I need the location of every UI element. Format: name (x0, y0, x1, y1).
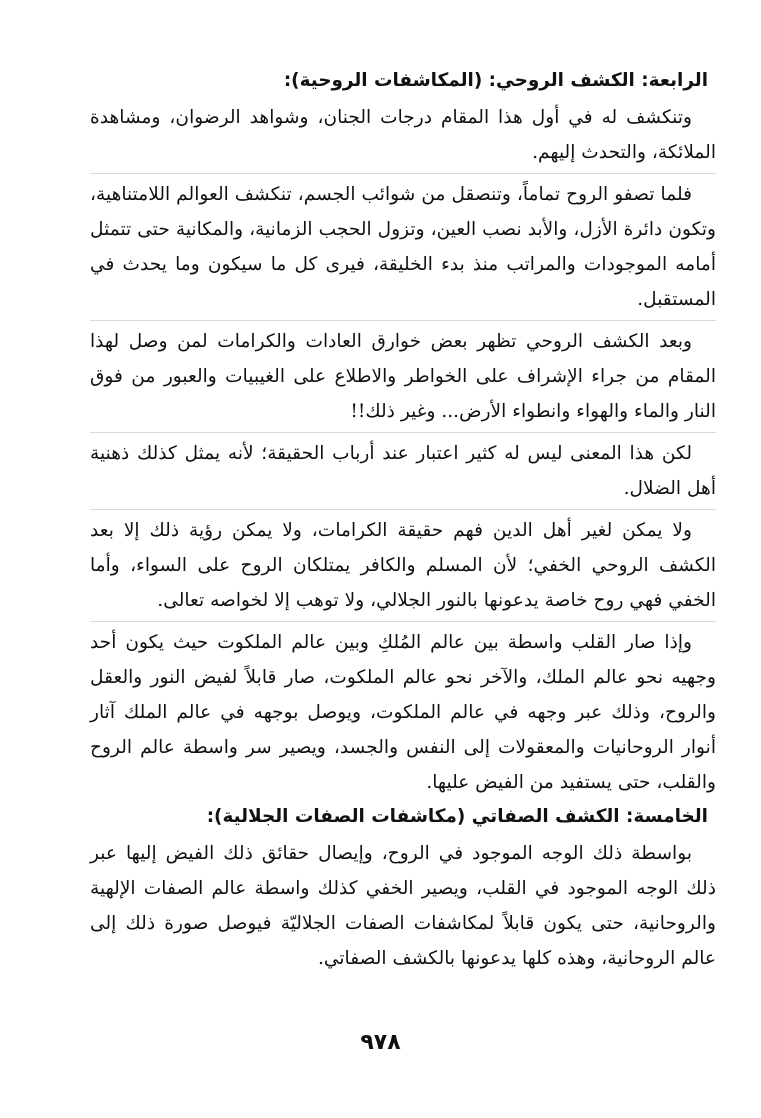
paragraph: فلما تصفو الروح تماماً، وتنصقل من شوائب الجسم، تنكشف العوالم اللامتناهية، وتكون دائرة الأزل، والأبد نصب العين، وتزول الحجب الزمانية، والمكانية حتى تتمثل أمامه الموجودات والمراتب منذ بدء الخليقة، فيرى كل ما سيكون وما يحدث في المستقبل. (90, 184, 716, 310)
paragraph: وتنكشف له في أول هذا المقام درجات الجنان، وشواهد الرضوان، ومشاهدة الملائكة، والتحدث إليهم. (90, 107, 716, 163)
paragraph-divider (90, 173, 716, 174)
paragraph-divider (90, 320, 716, 321)
paragraph-divider (90, 509, 716, 510)
page-number: ٩٧٨ (360, 1030, 401, 1055)
paragraph: لكن هذا المعنى ليس له كثير اعتبار عند أرباب الحقيقة؛ لأنه يمثل كذلك ذهنية أهل الضلال. (90, 443, 716, 499)
section-heading-attributes-unveiling: الخامسة: الكشف الصفاتي (مكاشفات الصفات الجلالية): (206, 806, 708, 827)
paragraph: ولا يمكن لغير أهل الدين فهم حقيقة الكرامات، ولا يمكن رؤية ذلك إلا بعد الكشف الروحي الخفي؛ لأن المسلم والكافر يمتلكان الروح على السواء، وأما الخفي فهي روح خاصة يدعونها بالنور الجلالي، ولا توهب إلا لخواصه تعالى. (90, 520, 716, 611)
paragraph: بواسطة ذلك الوجه الموجود في الروح، وإيصال حقائق ذلك الفيض إليها عبر ذلك الوجه الموجود في القلب، ويصير الخفي كذلك واسطة عالم الصفات الإلهية والروحانية، حتى يكون قابلاً لمكاشفات الصفات الجلاليّة فيوصل صورة ذلك إلى عالم الروحانية، وهذه كلها يدعونها بالكشف الصفاتي. (90, 843, 716, 969)
document-page (90, 64, 716, 1104)
paragraph-divider (90, 621, 716, 622)
paragraph: وبعد الكشف الروحي تظهر بعض خوارق العادات والكرامات لمن وصل لهذا المقام من جراء الإشراف على الخواطر والاطلاع على الغيبيات والعبور من فوق النار والماء والهواء وانطواء الأرض... وغير ذلك!! (90, 331, 716, 422)
paragraph: وإذا صار القلب واسطة بين عالم المُلكِ وبين عالم الملكوت حيث يكون أحد وجهيه نحو عالم الملك، والآخر نحو عالم الملكوت، صار قابلاً لفيض النور والعقل والروح، وذلك عبر وجهه في عالم الملكوت، ويوصل بوجهه في عالم الملك آثار أنوار الروحانيات والمعقولات إلى النفس والجسد، ويصير سر واسطة عالم الروح والقلب، حتى يستفيد من الفيض عليها. (90, 632, 716, 793)
paragraph-divider (90, 432, 716, 433)
section-heading-spiritual-unveiling: الرابعة: الكشف الروحي: (المكاشفات الروحية): (283, 70, 708, 91)
